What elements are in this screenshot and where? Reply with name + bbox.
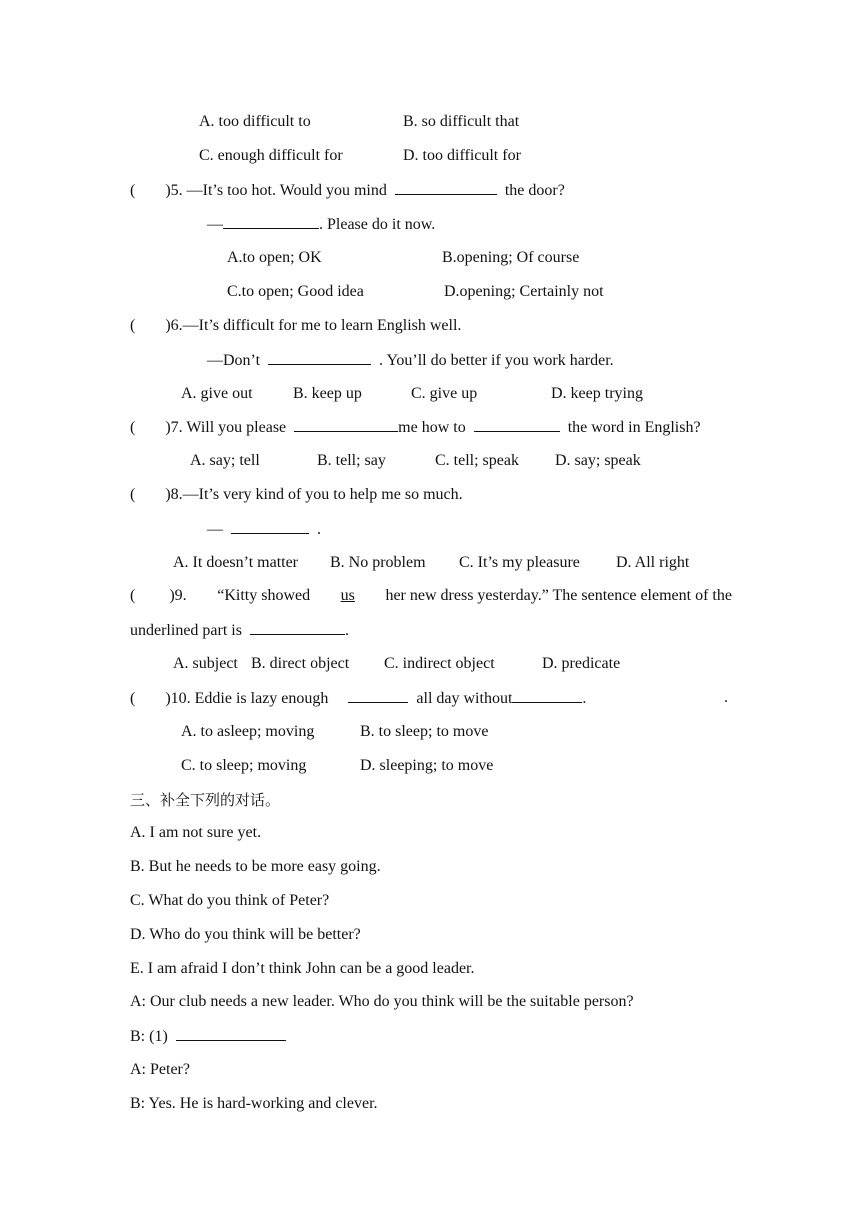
q5-option-c: C.to open; Good idea	[227, 283, 364, 300]
q8-prompt: —It’s very kind of you to help me so much.	[182, 486, 463, 503]
q8-blank[interactable]	[231, 519, 309, 534]
q10-paren-open: (	[130, 690, 136, 707]
q9-option-c: C. indirect object	[384, 655, 495, 672]
q4-option-b: B. so difficult that	[403, 113, 520, 130]
q5-prompt-start: —It’s too hot. Would you mind	[186, 182, 387, 199]
q5-option-a: A.to open; OK	[227, 249, 322, 266]
q9-prompt-end: her new dress yesterday.” The sentence element of the	[385, 587, 732, 604]
q6-option-b: B. keep up	[293, 385, 362, 402]
q10-prompt-start: Eddie is lazy enough	[194, 690, 329, 707]
q7-blank-1[interactable]	[294, 417, 398, 432]
q7-option-a: A. say; tell	[190, 452, 260, 469]
q5-option-b: B.opening; Of course	[442, 249, 580, 266]
q8-response-dash: —	[207, 521, 223, 538]
q10-prompt-mid: all day without	[416, 690, 513, 707]
q8-option-b: B. No problem	[330, 554, 426, 571]
dialogue-b1-label: B: (1)	[130, 1028, 168, 1045]
q9-option-a: A. subject	[173, 655, 238, 672]
q7-paren-open: (	[130, 419, 136, 436]
q10-blank-1[interactable]	[348, 688, 408, 703]
q5-blank-1[interactable]	[395, 180, 497, 195]
q4-option-d: D. too difficult for	[403, 147, 521, 164]
q8-question	[130, 485, 463, 505]
dialogue-a2: A: Peter?	[130, 1061, 190, 1078]
q10-trailing-dot: .	[724, 689, 728, 706]
section3-option-e: E. I am afraid I don’t think John can be a good leader.	[130, 960, 475, 977]
q4-option-a: A. too difficult to	[199, 113, 311, 130]
q6-response-start: —Don’t	[207, 352, 261, 369]
q7-prompt-end: the word in English?	[567, 419, 701, 436]
q5-number: )5.	[165, 182, 183, 199]
q7-prompt-mid: me how to	[398, 419, 466, 436]
dialogue-b1	[130, 1026, 286, 1047]
section3-option-b: B. But he needs to be more easy going.	[130, 858, 381, 875]
q8-number: )8.	[165, 486, 183, 503]
q5-question	[130, 180, 565, 201]
q8-option-a: A. It doesn’t matter	[173, 554, 299, 571]
q6-blank[interactable]	[268, 350, 371, 365]
q5-response	[207, 214, 435, 235]
q5-prompt-end: the door?	[504, 182, 565, 199]
section3-option-d: D. Who do you think will be better?	[130, 926, 361, 943]
q8-response	[207, 519, 321, 540]
q6-paren-open: (	[130, 317, 136, 334]
q9-option-b: B. direct object	[251, 655, 350, 672]
q7-option-b: B. tell; say	[317, 452, 386, 469]
q5-paren-open: (	[130, 182, 136, 199]
q4-option-c: C. enough difficult for	[199, 147, 343, 164]
q6-option-c: C. give up	[411, 385, 478, 402]
q8-option-d: D. All right	[616, 554, 690, 571]
q9-question	[130, 586, 732, 606]
q9-line2-end: .	[344, 622, 349, 639]
q5-option-d: D.opening; Certainly not	[444, 283, 604, 300]
q9-option-d: D. predicate	[542, 655, 621, 672]
q7-option-d: D. say; speak	[555, 452, 641, 469]
section3-option-c: C. What do you think of Peter?	[130, 892, 330, 909]
q9-paren-open: (	[130, 587, 136, 604]
q6-option-a: A. give out	[181, 385, 253, 402]
q9-underlined-word: us	[340, 587, 355, 604]
q6-response	[207, 350, 614, 371]
section3-option-a: A. I am not sure yet.	[130, 824, 262, 841]
q10-option-b: B. to sleep; to move	[360, 723, 489, 740]
dialogue-blank-1[interactable]	[176, 1026, 286, 1041]
q6-response-end: . You’ll do better if you work harder.	[379, 352, 614, 369]
section3-heading: 三、补全下列的对话。	[130, 791, 281, 809]
q6-prompt: —It’s difficult for me to learn English well.	[182, 317, 462, 334]
dialogue-b2: B: Yes. He is hard-working and clever.	[130, 1095, 378, 1112]
q10-option-c: C. to sleep; moving	[181, 757, 307, 774]
q10-prompt-end: .	[582, 690, 587, 707]
q8-response-end: .	[317, 521, 321, 538]
q6-number: )6.	[165, 317, 183, 334]
q8-option-c: C. It’s my pleasure	[459, 554, 580, 571]
q9-line2-start: underlined part is	[130, 622, 242, 639]
q5-response-dash: —	[207, 216, 223, 233]
q9-prompt-start: “Kitty showed	[217, 587, 311, 604]
q10-option-a: A. to asleep; moving	[181, 723, 315, 740]
q5-response-end: . Please do it now.	[319, 216, 436, 233]
dialogue-a1: A: Our club needs a new leader. Who do you think will be the suitable person?	[130, 993, 634, 1010]
q10-blank-2[interactable]	[512, 688, 582, 703]
q9-line-2	[130, 620, 349, 641]
q10-question	[130, 688, 586, 709]
q7-option-c: C. tell; speak	[435, 452, 519, 469]
q6-question	[130, 316, 461, 336]
q7-question	[130, 417, 701, 438]
q9-blank[interactable]	[250, 620, 345, 635]
q7-prompt-start: Will you please	[186, 419, 287, 436]
q6-option-d: D. keep trying	[551, 385, 643, 402]
q7-number: )7.	[165, 419, 183, 436]
q8-paren-open: (	[130, 486, 136, 503]
q9-number: )9.	[169, 587, 187, 604]
q5-blank-2[interactable]	[223, 214, 319, 229]
q7-blank-2[interactable]	[474, 417, 560, 432]
q10-number: )10.	[165, 690, 191, 707]
q10-option-d: D. sleeping; to move	[360, 757, 494, 774]
